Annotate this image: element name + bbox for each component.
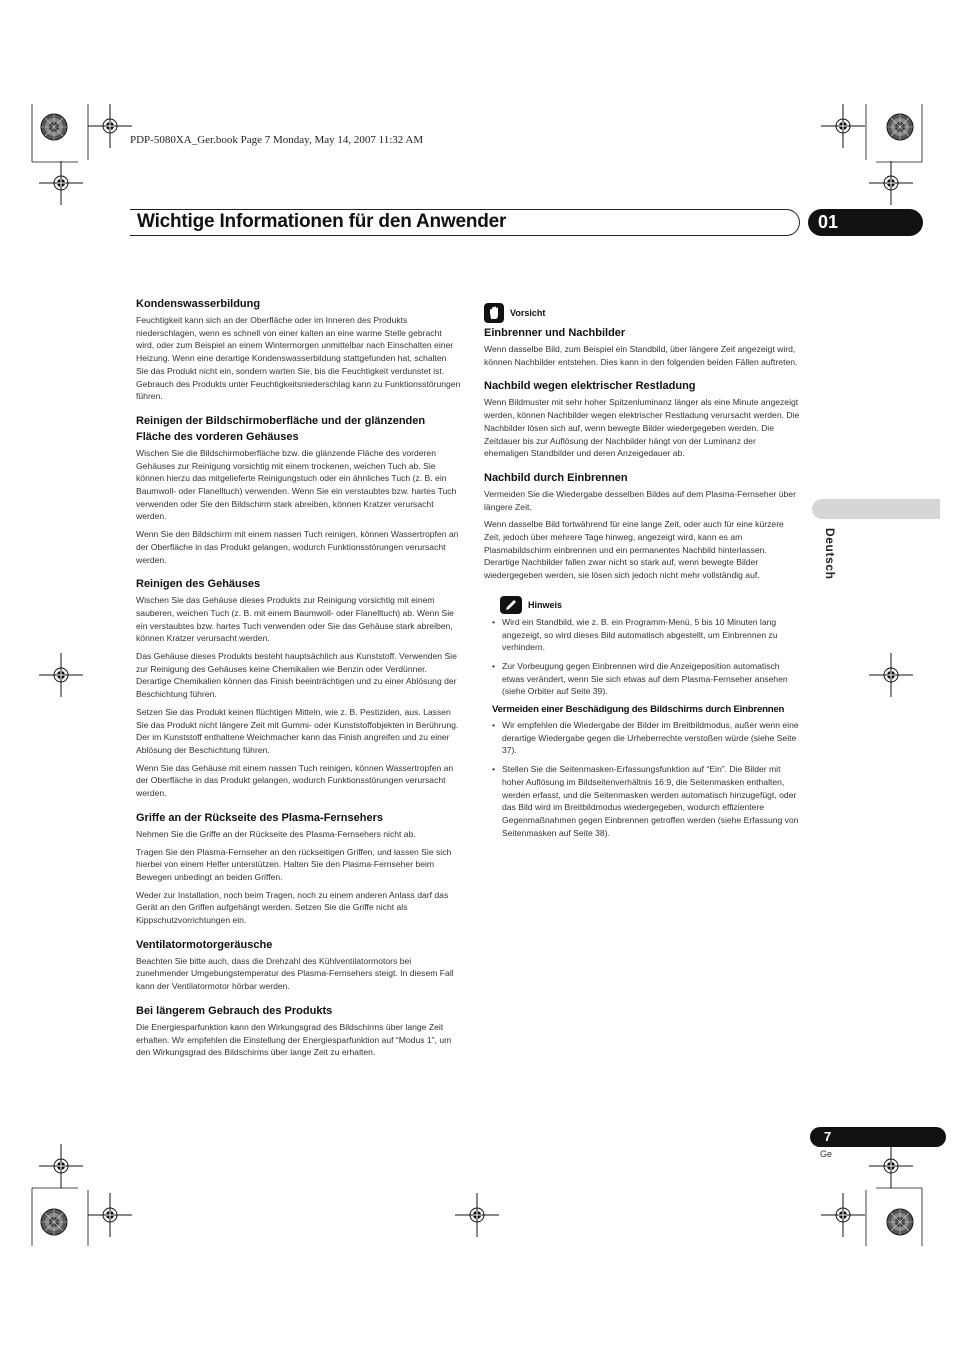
left-column bbox=[136, 296, 461, 1069]
section-heading: Nachbild wegen elektrischer Restladung bbox=[484, 380, 696, 393]
section-heading: Nachbild durch Einbrennen bbox=[484, 471, 628, 484]
paragraph: Wenn Sie das Gehäuse mit einem nassen Tuch reinigen, können Wassertropfen an der Oberfläche in das Produkt gelangen, wodurch Funktionsstörungen verursacht werden. bbox=[136, 762, 454, 799]
chapter-number: 01 bbox=[808, 209, 923, 236]
section-heading: Bei längerem Gebrauch des Produkts bbox=[136, 1004, 333, 1017]
paragraph: Wischen Sie die Bildschirmoberfläche bzw. die glänzende Fläche des vorderen Gehäuses zur Reinigung vorsichtig mit einem trockenen, weichen Tuch ab. Sie können hierzu das mitgelieferte Reinigungstuch oder ein ähnliches Tuch (z. B. ein Baumwoll- oder Flanelltuch) verwenden. Wenn Sie ein verstaubtes bzw. hartes Tuch verwenden oder Sie den Bildschirm stark abreiben, können Kratzer verursacht werden. bbox=[136, 447, 457, 522]
paragraph: Beachten Sie bitte auch, dass die Drehzahl des Kühlventilatormotors bei zunehmender Umgebungstemperatur des Plasma-Fernsehers steigt. In diesem Fall kann der Ventilatormotor hörbar werden. bbox=[136, 955, 454, 992]
section-condensation bbox=[136, 296, 461, 403]
language-label: Deutsch bbox=[823, 528, 837, 580]
section-heading: Kondenswasserbildung bbox=[136, 298, 261, 310]
section-heading: Reinigen der Bildschirmoberfläche und der glänzenden Fläche des vorderen Gehäuses bbox=[136, 414, 426, 443]
paragraph: Wenn dasselbe Bild, zum Beispiel ein Standbild, über längere Zeit angezeigt wird, können Nachbilder entstehen. Dies kann in den folgenden beiden Fällen auftreten. bbox=[484, 344, 798, 367]
paragraph: Wenn Bildmuster mit sehr hoher Spitzenluminanz länger als eine Minute angezeigt werden, können Nachbilder wegen elektrischer Restladung verursacht werden. Die Nachbilder lösen sich auf, wenn bewegte Bilder wiedergegeben werden. Die Zeitdauer bis zur Auflösung der Nachbilder hängt von der Luminanz der ehemaligen Standbilder und deren Anzeigedauer ab. bbox=[484, 397, 800, 459]
note-sub-list bbox=[484, 719, 800, 839]
section-burn-in bbox=[484, 325, 800, 368]
paragraph: Die Energiesparfunktion kann den Wirkungsgrad des Bildschirms über lange Zeit erhalten. Wir empfehlen die Einstellung der Energiesparfunktion auf “Modus 1”, um den Wirkungsgrad des Bildschirms über lange Zeit zu erhalten. bbox=[136, 1021, 452, 1058]
page-language-code: Ge bbox=[820, 1149, 833, 1159]
paragraph: Setzen Sie das Produkt keinen flüchtigen Mitteln, wie z. B. Pestiziden, aus. Lassen Sie das Produkt nicht längere Zeit mit Gummi- oder Kunststoffobjekten in Berührung. Der im Kunststoff enthaltene Weichmacher kann das Finish angreifen und zu einer Ablösung der Beschichtung führen. bbox=[136, 706, 459, 755]
paragraph: Wenn Sie den Bildschirm mit einem nassen Tuch reinigen, können Wassertropfen an der Oberfläche in das Produkt gelangen, wodurch Funktionsstörungen verursacht werden. bbox=[136, 529, 459, 565]
caution-hand-icon bbox=[484, 303, 504, 323]
paragraph: Feuchtigkeit kann sich an der Oberfläche oder im Inneren des Produkts niederschlagen, wenn es schnell von einer kalten an eine warme Stelle gebracht wird, oder zum Beispiel an einem Wintermorgen unmittelbar nach Einschalten einer Heizung. Wenn eine derartige Kondenswasserbildung stattgefunden hat, schalten Sie das Produkt nicht ein, sondern warten Sie, bis die Feuchtigkeit verdunstet ist. Gebrauch des Produkts unter Feuchtigkeitsniederschlag kann zu Funktionsstörungen führen. bbox=[136, 315, 461, 402]
paragraph: Nehmen Sie die Griffe an der Rückseite des Plasma-Fernsehers nicht ab. bbox=[136, 828, 416, 839]
list-item: • Zur Vorbeugung gegen Einbrennen wird die Anzeigeposition automatisch etwas verändert, wenn Sie sich etwas auf dem Plasma-Fernseher ansehen (siehe Orbiter auf Seite 39). bbox=[484, 660, 800, 698]
list-item: • Wir empfehlen die Wiedergabe der Bilder im Breitbildmodus, außer wenn eine derartige Wiedergabe gegen die Urheberrechte verstoßen würde (siehe Seite 37). bbox=[484, 719, 800, 757]
note-subheading: Vermeiden einer Beschädigung des Bildschirms durch Einbrennen bbox=[492, 704, 785, 716]
section-heading: Ventilatormotorgeräusche bbox=[136, 938, 273, 951]
book-line: PDP-5080XA_Ger.book Page 7 Monday, May 14, 2007 11:32 AM bbox=[130, 134, 424, 146]
paragraph: Tragen Sie den Plasma-Fernseher an den rückseitigen Griffen, und lassen Sie sich hierbei von einem Helfer unterstützen. Halten Sie den Plasma-Fernseher beim Bewegen unbedingt an beiden Griffen. bbox=[136, 846, 452, 882]
note-list bbox=[484, 616, 800, 698]
pencil-icon bbox=[500, 596, 522, 614]
list-item: • Wird ein Standbild, wie z. B. ein Programm-Menü, 5 bis 10 Minuten lang angezeigt, so wird dieses Bild automatisch abgestellt, um Einbrennen zu verhindern. bbox=[484, 616, 800, 654]
language-tab bbox=[812, 499, 940, 519]
page-title: Wichtige Informationen für den Anwender bbox=[137, 211, 507, 232]
paragraph: Wischen Sie das Gehäuse dieses Produkts zur Reinigung vorsichtig mit einem sauberen, weichen Tuch (z. B. mit einem Baumwoll- oder Flanelltuch) ab. Wenn Sie ein verstaubtes bzw. hartes Tuch verwenden oder Sie das Gehäuse stark abreiben, können Kratzer verursacht werden. bbox=[136, 595, 454, 644]
paragraph: Wenn dasselbe Bild fortwährend für eine lange Zeit, oder auch für eine kürzere Zeit, jedoch über mehrere Tage hinweg, angezeigt wird, kann es am Plasmabildschirm einbrennen und ein permanentes Nachbild hinterlassen. Derartige Nachbilder fallen zwar nicht so stark auf, wenn bewegte Bilder wiedergegeben werden, sie lösen sich jedoch nicht mehr vollständig auf. bbox=[484, 519, 784, 581]
right-column bbox=[484, 303, 800, 845]
paragraph: Das Gehäuse dieses Produkts besteht hauptsächlich aus Kunststoff. Verwenden Sie zur Reinigung des Gehäuses keine Chemikalien wie Benzin oder Verdünner. Derartige Chemikalien können das Finish beeinträchtigen und zu einer Ablösung der Beschichtung führen. bbox=[136, 651, 457, 700]
section-cabinet-cleaning bbox=[136, 576, 461, 800]
section-long-use bbox=[136, 1003, 461, 1059]
note-header bbox=[500, 596, 800, 614]
caution-header bbox=[484, 303, 800, 323]
section-fan-noise bbox=[136, 937, 461, 993]
section-screen-cleaning bbox=[136, 413, 461, 566]
section-heading: Griffe an der Rückseite des Plasma-Fernsehers bbox=[136, 811, 383, 824]
section-heading: Einbrenner und Nachbilder bbox=[484, 327, 626, 339]
section-heading: Reinigen des Gehäuses bbox=[136, 578, 261, 591]
paragraph: Weder zur Installation, noch beim Tragen, noch zu einem anderen Anlass darf das Gerät an den Griffen aufgehängt werden. Setzen Sie die Griffe nicht als Kippschutzvorrichtungen ein. bbox=[136, 889, 449, 926]
page-number: 7 bbox=[810, 1127, 946, 1147]
section-residual-charge bbox=[484, 378, 800, 460]
list-item: • Stellen Sie die Seitenmasken-Erfassungsfunktion auf “Ein”. Die Bilder mit hoher Auflösung im Bildseitenverhältnis 16:9, die Seitenmasken enthalten, werden erfasst, und die Seitenmasken werden automatisch hinzugefügt, oder das Bild wird im Breitbildmodus wiedergegeben, wodurch effizientere Gegenmaßnahmen gegen Einbrennen getroffen werden (siehe Erfassung von Seitenmasken auf Seite 38). bbox=[484, 763, 800, 839]
section-handles bbox=[136, 810, 461, 927]
section-burn-in-afterimage bbox=[484, 470, 800, 582]
caution-label: Vorsicht bbox=[510, 308, 546, 318]
paragraph: Vermeiden Sie die Wiedergabe desselben Bildes auf dem Plasma-Fernseher über längere Zeit. bbox=[484, 488, 796, 512]
note-label: Hinweis bbox=[528, 599, 563, 610]
